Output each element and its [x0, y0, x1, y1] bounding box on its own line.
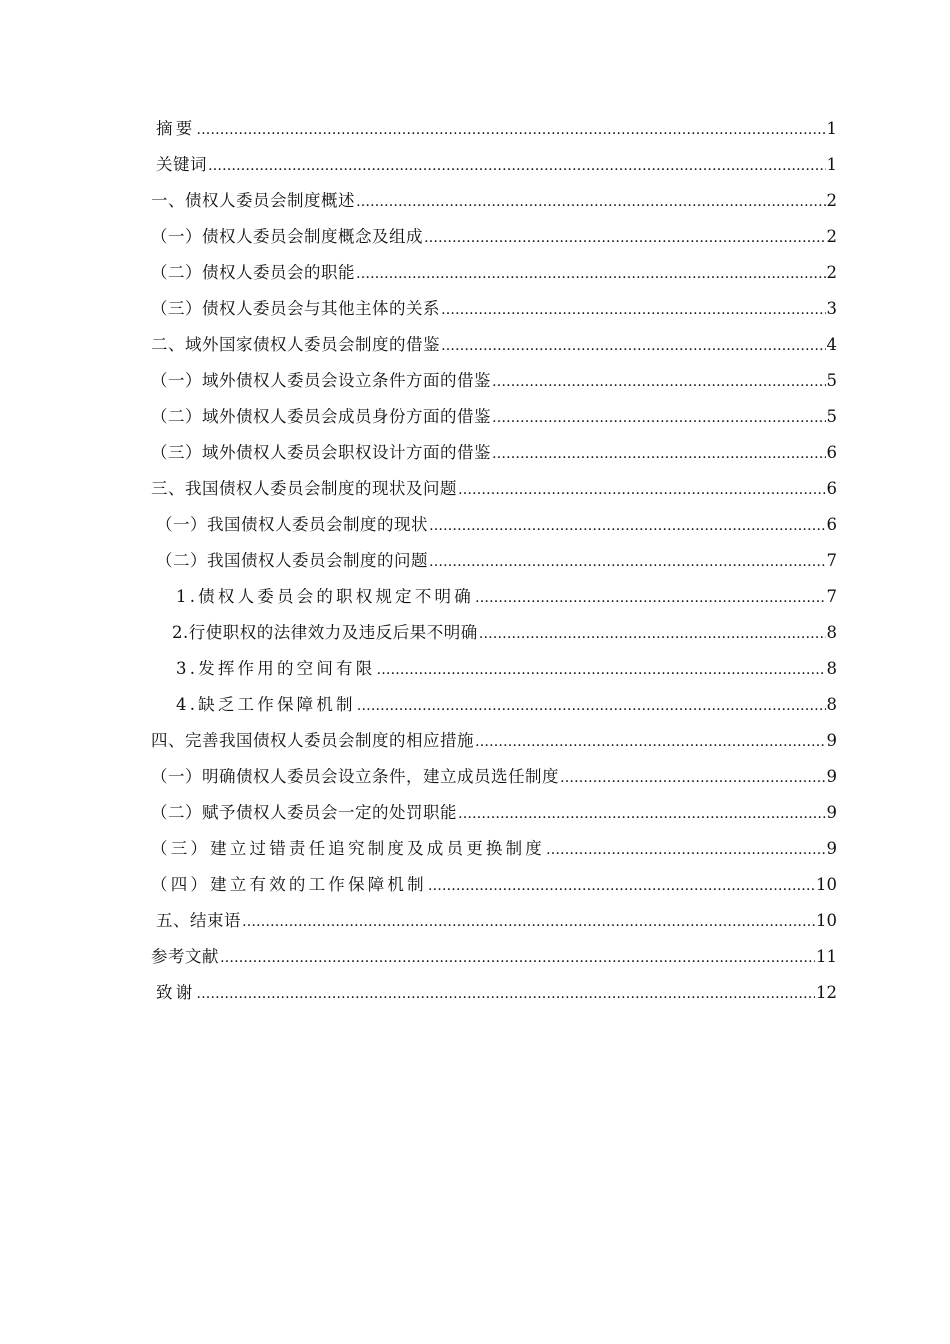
- toc-leader-dots: [458, 481, 826, 497]
- toc-leader-dots: [560, 769, 826, 785]
- toc-entry-abstract: [156, 111, 837, 147]
- toc-entry-title: 二、域外国家债权人委员会制度的借鉴: [151, 334, 440, 354]
- toc-entry-section-4-2: [151, 795, 837, 831]
- toc-leader-dots: [458, 805, 826, 821]
- toc-entry-title: 四、完善我国债权人委员会制度的相应措施: [151, 730, 474, 750]
- toc-entry-title: （三）域外债权人委员会职权设计方面的借鉴: [151, 442, 491, 462]
- toc-entry-chapter-3: [151, 471, 837, 507]
- toc-entry-page: 2: [826, 262, 837, 282]
- toc-entry-page: 3: [826, 298, 837, 318]
- toc-leader-dots: [429, 553, 826, 569]
- toc-entry-title: （一）明确债权人委员会设立条件，建立成员选任制度: [151, 766, 559, 786]
- toc-entry-title: （一）域外债权人委员会设立条件方面的借鉴: [151, 370, 491, 390]
- toc-leader-dots: [475, 589, 826, 605]
- toc-entry-title: （一）债权人委员会制度概念及组成: [151, 226, 423, 246]
- toc-entry-page: 1: [826, 118, 837, 138]
- toc-entry-page: 9: [826, 838, 837, 858]
- toc-entry-title: 五、结束语: [156, 910, 241, 930]
- toc-entry-title: （一）我国债权人委员会制度的现状: [156, 514, 428, 534]
- toc-entry-section-1-2: [151, 255, 837, 291]
- toc-entry-page: 10: [816, 910, 837, 930]
- toc-leader-dots: [429, 517, 826, 533]
- toc-leader-dots: [356, 265, 826, 281]
- toc-entry-chapter-4: [151, 723, 837, 759]
- toc-leader-dots: [242, 913, 815, 929]
- toc-entry-page: 2: [826, 190, 837, 210]
- toc-entry-chapter-1: [151, 183, 837, 219]
- toc-entry-title: （四）建立有效的工作保障机制: [151, 874, 427, 894]
- toc-entry-section-3-2: [156, 543, 837, 579]
- toc-entry-title: 1.债权人委员会的职权规定不明确: [176, 586, 474, 606]
- toc-entry-page: 8: [826, 658, 837, 678]
- toc-entry-title: 4.缺乏工作保障机制: [176, 694, 356, 714]
- toc-entry-section-2-1: [151, 363, 837, 399]
- toc-entry-title: 摘要: [156, 118, 196, 138]
- toc-entry-references: [151, 939, 837, 975]
- toc-entry-section-4-3: [151, 831, 837, 867]
- toc-leader-dots: [441, 337, 826, 353]
- toc-entry-title: 三、我国债权人委员会制度的现状及问题: [151, 478, 457, 498]
- toc-entry-page: 9: [826, 766, 837, 786]
- toc-leader-dots: [208, 157, 826, 173]
- toc-entry-title: （三）建立过错责任追究制度及成员更换制度: [151, 838, 545, 858]
- toc-entry-chapter-5: [156, 903, 837, 939]
- toc-entry-section-2-2: [151, 399, 837, 435]
- toc-leader-dots: [492, 373, 826, 389]
- toc-entry-title: 一、债权人委员会制度概述: [151, 190, 355, 210]
- toc-leader-dots: [441, 301, 826, 317]
- toc-entry-page: 5: [826, 406, 837, 426]
- toc-entry-keywords: [156, 147, 837, 183]
- toc-entry-title: （二）我国债权人委员会制度的问题: [156, 550, 428, 570]
- toc-entry-title: 参考文献: [151, 946, 219, 966]
- toc-leader-dots: [428, 877, 815, 893]
- toc-leader-dots: [356, 193, 826, 209]
- toc-entry-page: 2: [826, 226, 837, 246]
- toc-entry-item-3-2-1: [176, 579, 837, 615]
- toc-entry-page: 6: [826, 514, 837, 534]
- toc-leader-dots: [196, 985, 815, 1001]
- toc-entry-item-3-2-2: [172, 615, 837, 651]
- toc-entry-title: （三）债权人委员会与其他主体的关系: [151, 298, 440, 318]
- toc-entry-section-4-1: [151, 759, 837, 795]
- toc-leader-dots: [196, 121, 825, 137]
- toc-leader-dots: [492, 445, 826, 461]
- toc-entry-page: 7: [826, 550, 837, 570]
- toc-entry-section-2-3: [151, 435, 837, 471]
- toc-entry-chapter-2: [151, 327, 837, 363]
- toc-entry-acknowledgements: [156, 975, 837, 1011]
- toc-entry-item-3-2-3: [176, 651, 837, 687]
- toc-leader-dots: [492, 409, 826, 425]
- toc-entry-title: （二）赋予债权人委员会一定的处罚职能: [151, 802, 457, 822]
- toc-entry-title: 致谢: [156, 982, 196, 1002]
- toc-entry-title: （二）债权人委员会的职能: [151, 262, 355, 282]
- toc-entry-page: 5: [826, 370, 837, 390]
- toc-entry-title: 3.发挥作用的空间有限: [176, 658, 376, 678]
- toc-entry-page: 9: [826, 730, 837, 750]
- toc-entry-title: （二）域外债权人委员会成员身份方面的借鉴: [151, 406, 491, 426]
- toc-entry-page: 12: [816, 982, 837, 1002]
- toc-entry-section-1-3: [151, 291, 837, 327]
- toc-entry-page: 6: [826, 478, 837, 498]
- toc-leader-dots: [220, 949, 815, 965]
- toc-leader-dots: [376, 661, 825, 677]
- toc-entry-page: 11: [816, 946, 837, 966]
- toc-leader-dots: [546, 841, 826, 857]
- toc-entry-page: 9: [826, 802, 837, 822]
- toc-entry-page: 10: [816, 874, 837, 894]
- toc-entry-page: 4: [826, 334, 837, 354]
- toc-leader-dots: [357, 697, 826, 713]
- toc-entry-page: 7: [826, 586, 837, 606]
- toc-entry-item-3-2-4: [176, 687, 837, 723]
- toc-entry-section-4-4: [151, 867, 837, 903]
- toc-leader-dots: [424, 229, 826, 245]
- toc-leader-dots: [475, 733, 826, 749]
- toc-leader-dots: [479, 625, 826, 641]
- toc-entry-page: 6: [826, 442, 837, 462]
- toc-entry-section-1-1: [151, 219, 837, 255]
- toc-entry-title: 2.行使职权的法律效力及违反后果不明确: [172, 622, 478, 642]
- toc-entry-page: 1: [826, 154, 837, 174]
- toc-entry-section-3-1: [156, 507, 837, 543]
- toc-entry-page: 8: [826, 694, 837, 714]
- toc-entry-page: 8: [826, 622, 837, 642]
- toc-entry-title: 关键词: [156, 154, 207, 174]
